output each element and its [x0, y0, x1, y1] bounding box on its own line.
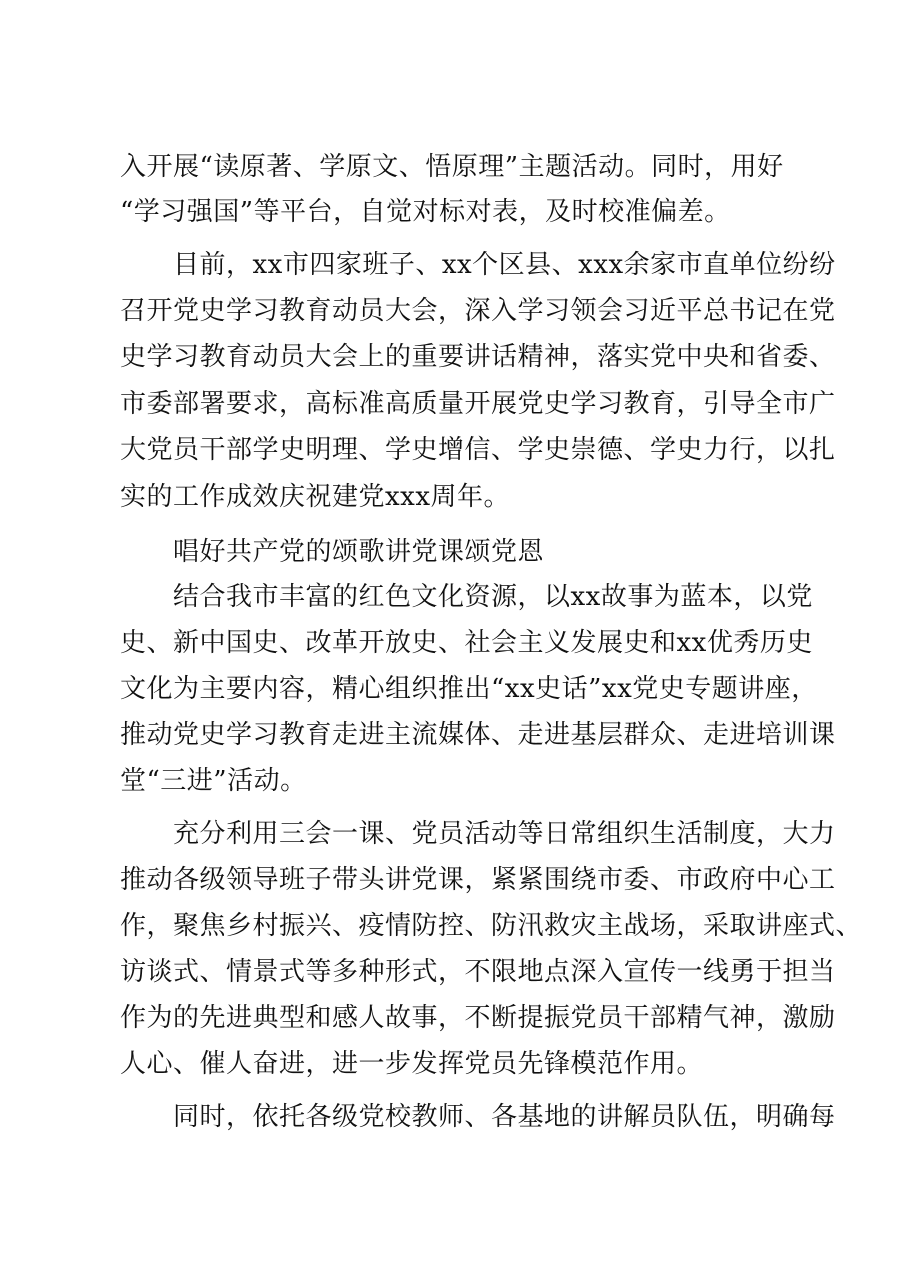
text-line: 人心、催人奋进，进一步发挥党员先锋模范作用。: [120, 1049, 704, 1079]
text-line: 目前，xx市四家班子、xx个区县、xxx余家市直单位纷纷: [173, 250, 836, 280]
text-line: 作，聚焦乡村振兴、疫情防控、防汛救灾主战场，采取讲座式、: [120, 911, 863, 941]
text-line: 召开党史学习教育动员大会，深入学习领会习近平总书记在党: [120, 296, 836, 326]
text-line: 作为的先进典型和感人故事，不断提振党员干部精气神，激励: [120, 1003, 836, 1033]
text-line: 实的工作成效庆祝建党xxx周年。: [120, 482, 510, 512]
text-line: 推动党史学习教育走进主流媒体、走进基层群众、走进培训课: [120, 720, 836, 750]
text-line: 访谈式、情景式等多种形式，不限地点深入宣传一线勇于担当: [120, 957, 836, 987]
section-heading: 唱好共产党的颂歌讲党课颂党恩: [173, 537, 545, 567]
text-line: 史、新中国史、改革开放史、社会主义发展史和xx优秀历史: [120, 628, 813, 658]
text-line: 结合我市丰富的红色文化资源，以xx故事为蓝本，以党: [173, 582, 813, 612]
text-line: 史学习教育动员大会上的重要讲话精神，落实党中央和省委、: [120, 342, 836, 372]
text-line: 大党员干部学史明理、学史增信、学史崇德、学史力行，以扎: [120, 435, 836, 465]
text-line: 充分利用三会一课、党员活动等日常组织生活制度，大力: [173, 819, 836, 849]
text-line: 同时，依托各级党校教师、各基地的讲解员队伍，明确每: [173, 1102, 836, 1132]
text-line: 堂“三进”活动。: [120, 766, 307, 796]
text-line: “学习强国”等平台，自觉对标对表，及时校准偏差。: [120, 197, 731, 227]
text-line: 推动各级领导班子带头讲党课，紧紧围绕市委、市政府中心工: [120, 865, 836, 895]
text-line: 入开展“读原著、学原文、悟原理”主题活动。同时，用好: [120, 152, 784, 182]
text-line: 市委部署要求，高标准高质量开展党史学习教育，引导全市广: [120, 389, 836, 419]
text-line: 文化为主要内容，精心组织推出“xx史话”xx党史专题讲座，: [120, 674, 818, 704]
